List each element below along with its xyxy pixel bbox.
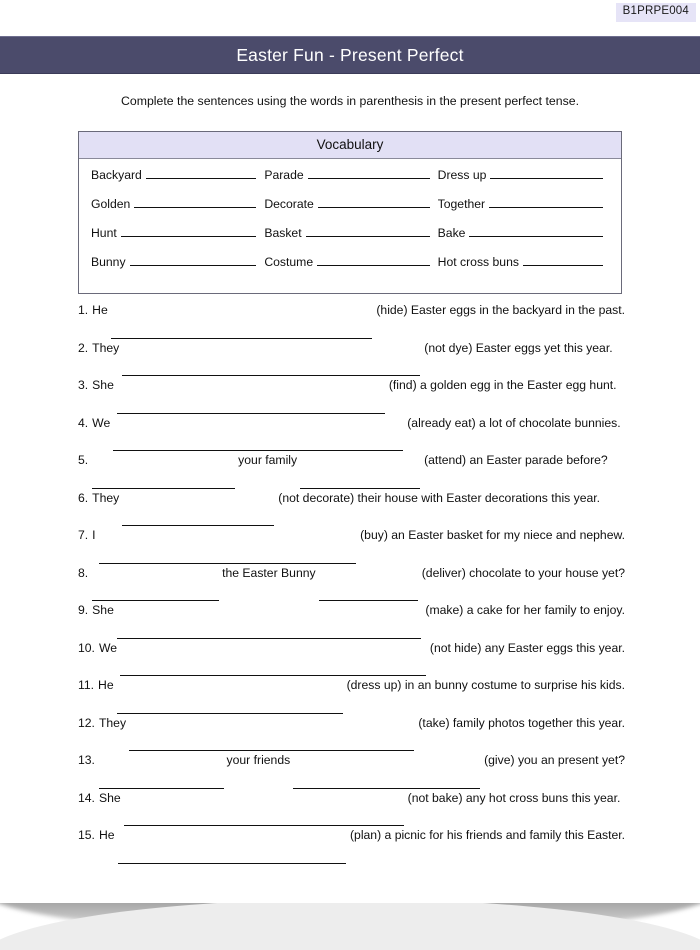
answer-blank[interactable] — [293, 777, 480, 789]
question-tail-text: (not hide) any Easter eggs this year. — [429, 640, 625, 655]
question-row — [78, 528, 625, 566]
vocabulary-entry — [438, 167, 611, 196]
question-tail-text: (already eat) a lot of chocolate bunnies. — [407, 415, 621, 430]
question-subject: She — [98, 790, 121, 805]
question-number: 7. — [78, 528, 89, 542]
page-bottom-shadow — [0, 903, 700, 950]
vocabulary-grid — [79, 159, 621, 293]
page-title: Easter Fun - Present Perfect — [236, 44, 464, 65]
question-number: 15. — [78, 828, 95, 842]
question-tail-text: (plan) a picnic for his friends and family this Easter. — [349, 828, 625, 842]
question-tail-text: (take) family photos together this year. — [418, 715, 625, 730]
question-subject: She — [92, 378, 114, 392]
question-number: 10. — [78, 640, 95, 655]
answer-blank[interactable] — [300, 477, 420, 489]
question-number: 6. — [78, 490, 89, 505]
question-row — [78, 491, 625, 529]
question-tail-text: (dress up) in an bunny costume to surprise his kids. — [346, 678, 625, 692]
vocabulary-answer-blank[interactable] — [306, 225, 430, 237]
answer-blank[interactable] — [92, 589, 219, 601]
question-subject: They — [92, 340, 120, 355]
question-number: 9. — [78, 603, 89, 617]
question-row — [78, 716, 625, 754]
answer-blank[interactable] — [111, 327, 373, 339]
vocabulary-word: Backyard — [91, 168, 142, 182]
question-number: 1. — [78, 303, 89, 317]
question-row — [78, 453, 625, 491]
question-row — [78, 416, 625, 454]
vocabulary-entry — [264, 167, 437, 196]
question-subject: We — [92, 415, 111, 430]
question-tail-text: (attend) an Easter parade before? — [424, 453, 608, 467]
vocabulary-answer-blank[interactable] — [523, 254, 603, 266]
vocabulary-word: Decorate — [264, 197, 314, 211]
question-number: 3. — [78, 378, 89, 392]
question-row — [78, 753, 625, 791]
vocabulary-word: Bunny — [91, 255, 126, 269]
vocabulary-word: Parade — [264, 168, 304, 182]
vocabulary-box — [78, 131, 622, 294]
vocabulary-answer-blank[interactable] — [130, 254, 257, 266]
answer-blank[interactable] — [319, 589, 418, 601]
vocabulary-answer-blank[interactable] — [134, 196, 256, 208]
vocabulary-answer-blank[interactable] — [490, 167, 603, 179]
vocabulary-answer-blank[interactable] — [121, 225, 257, 237]
question-tail-text: (make) a cake for her family to enjoy. — [425, 603, 625, 617]
answer-blank[interactable] — [120, 664, 426, 676]
question-number: 13. — [78, 753, 95, 767]
question-subject: We — [98, 640, 118, 655]
question-tail-text: (give) you an present yet? — [484, 753, 625, 767]
question-number: 12. — [78, 715, 95, 730]
question-row — [78, 828, 625, 866]
question-tail-text: (hide) Easter eggs in the backyard in the past. — [376, 303, 625, 317]
vocabulary-word: Together — [437, 197, 486, 211]
question-subject: He — [98, 828, 115, 842]
vocabulary-word: Basket — [264, 226, 302, 240]
question-number: 4. — [78, 415, 89, 430]
vocabulary-word: Hunt — [91, 226, 117, 240]
vocabulary-entry — [438, 254, 611, 283]
vocabulary-entry — [438, 196, 611, 225]
vocabulary-entry — [264, 196, 437, 225]
title-banner — [0, 36, 700, 74]
vocabulary-entry — [91, 225, 264, 254]
question-middle-text: your friends — [226, 753, 291, 767]
question-row — [78, 303, 625, 341]
question-row — [78, 378, 625, 416]
vocabulary-heading: Vocabulary — [79, 132, 621, 159]
question-subject: I — [92, 528, 96, 542]
vocabulary-entry — [438, 225, 611, 254]
answer-blank[interactable] — [113, 439, 403, 451]
answer-blank[interactable] — [129, 739, 414, 751]
vocabulary-answer-blank[interactable] — [146, 167, 257, 179]
answer-blank[interactable] — [117, 702, 343, 714]
question-middle-text: the Easter Bunny — [222, 565, 316, 580]
vocabulary-entry — [264, 254, 437, 283]
question-number: 8. — [78, 565, 89, 580]
instruction-text: Complete the sentences using the words in parenthesis in the present perfect tense. — [121, 94, 579, 108]
vocabulary-answer-blank[interactable] — [317, 254, 430, 266]
vocabulary-word: Golden — [91, 197, 131, 211]
answer-blank[interactable] — [117, 402, 385, 414]
answer-blank[interactable] — [122, 514, 274, 526]
question-list — [78, 303, 625, 866]
vocabulary-word: Hot cross buns — [437, 255, 519, 269]
answer-blank[interactable] — [92, 477, 235, 489]
vocabulary-answer-blank[interactable] — [318, 196, 430, 208]
question-tail-text: (not dye) Easter eggs yet this year. — [424, 340, 613, 355]
question-subject: They — [98, 715, 127, 730]
vocabulary-word: Costume — [264, 255, 314, 269]
question-subject: They — [92, 490, 120, 505]
question-tail-text: (not decorate) their house with Easter decorations this year. — [278, 490, 601, 505]
question-subject: He — [98, 678, 114, 692]
question-middle-text: your family — [238, 453, 298, 467]
vocabulary-answer-blank[interactable] — [469, 225, 603, 237]
question-tail-text: (find) a golden egg in the Easter egg hunt. — [388, 378, 617, 392]
question-row — [78, 341, 625, 379]
vocabulary-word: Dress up — [437, 168, 487, 182]
worksheet-code-badge: B1PRPE004 — [616, 3, 696, 22]
vocabulary-answer-blank[interactable] — [308, 167, 430, 179]
question-row — [78, 641, 625, 679]
vocabulary-entry — [264, 225, 437, 254]
question-row — [78, 603, 625, 641]
question-tail-text: (not bake) any hot cross buns this year. — [407, 790, 621, 805]
question-row — [78, 791, 625, 829]
question-subject: She — [92, 603, 114, 617]
question-number: 14. — [78, 790, 95, 805]
question-row — [78, 566, 625, 604]
vocabulary-entry — [91, 196, 264, 225]
answer-blank[interactable] — [99, 777, 224, 789]
answer-blank[interactable] — [122, 364, 420, 376]
answer-blank[interactable] — [99, 552, 357, 564]
answer-blank[interactable] — [124, 814, 404, 826]
answer-blank[interactable] — [117, 627, 422, 639]
vocabulary-answer-blank[interactable] — [489, 196, 603, 208]
answer-blank[interactable] — [118, 852, 346, 864]
question-tail-text: (deliver) chocolate to your house yet? — [421, 565, 625, 580]
question-number: 5. — [78, 453, 89, 467]
question-number: 2. — [78, 340, 89, 355]
question-row — [78, 678, 625, 716]
question-number: 11. — [78, 678, 95, 692]
vocabulary-word: Bake — [437, 226, 466, 240]
vocabulary-entry — [91, 167, 264, 196]
vocabulary-entry — [91, 254, 264, 283]
question-subject: He — [92, 303, 108, 317]
question-tail-text: (buy) an Easter basket for my niece and nephew. — [360, 528, 625, 542]
